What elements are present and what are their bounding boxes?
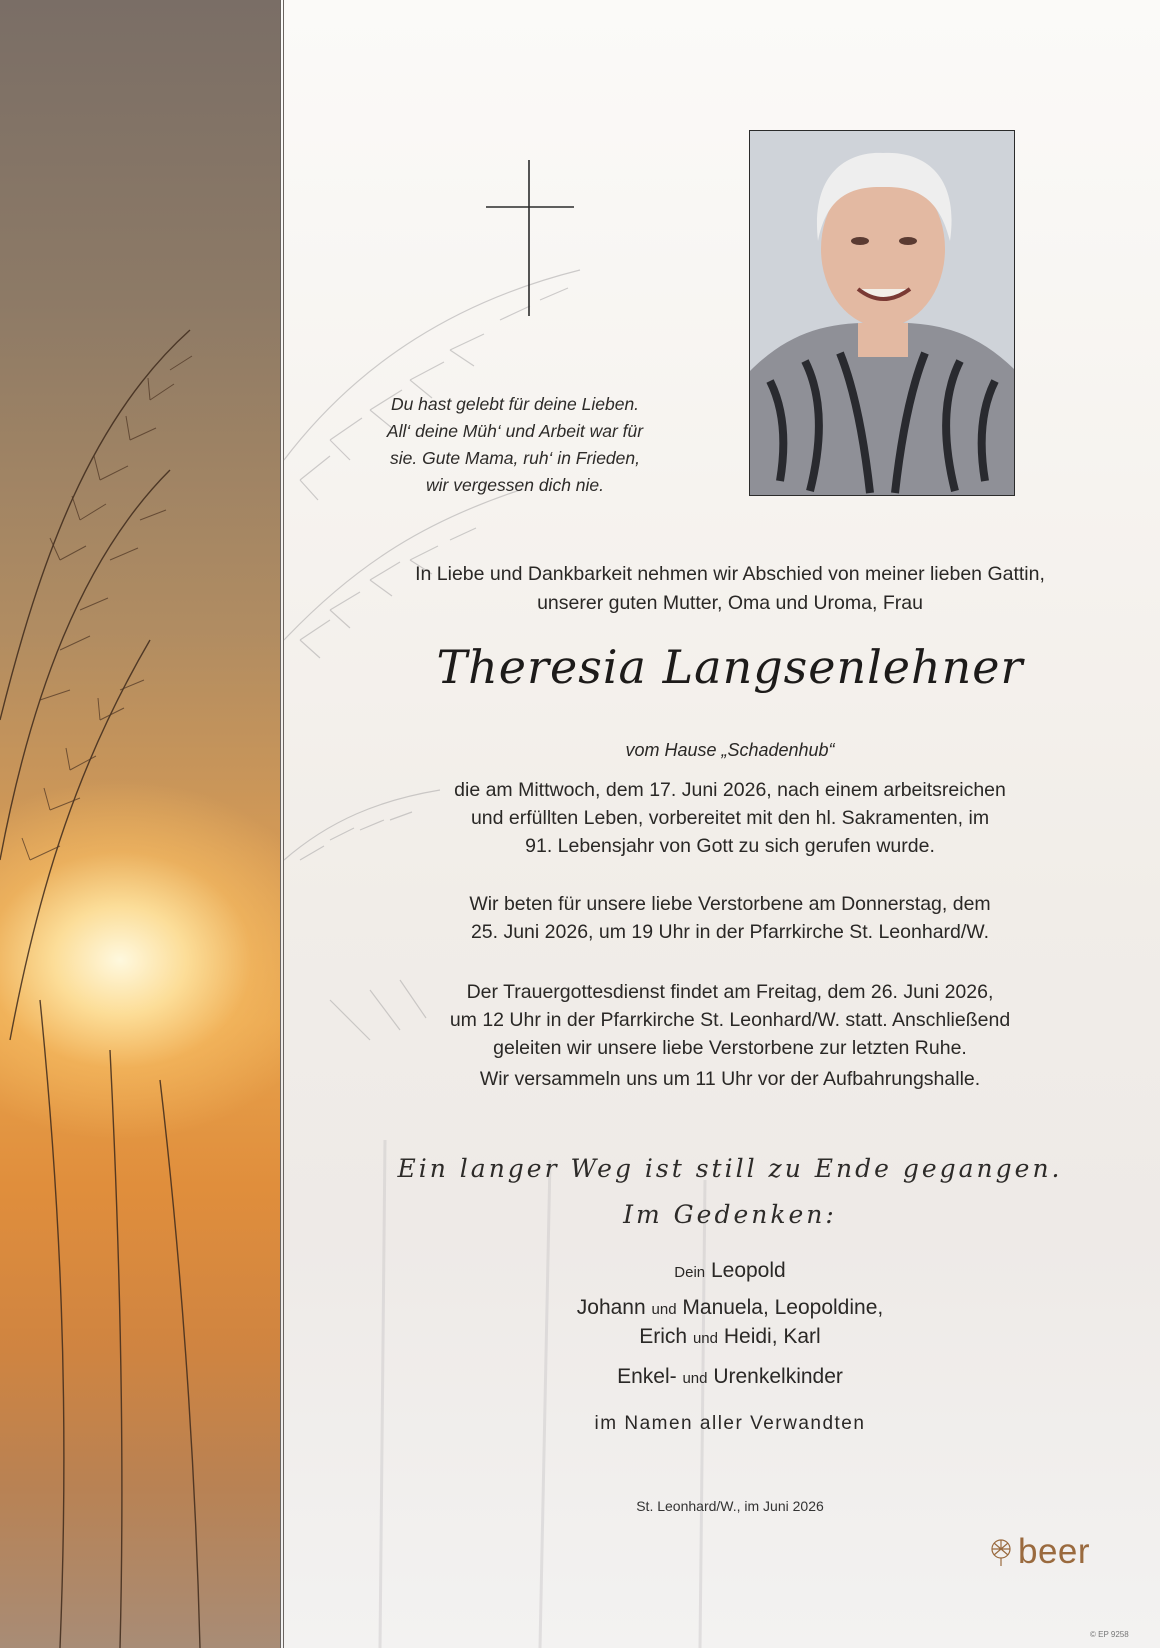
death-notice xyxy=(300,776,1160,860)
notice-line: 91. Lebensjahr von Gott zu sich gerufen wurde. xyxy=(525,835,935,857)
verse-line: Im Gedenken: xyxy=(623,1200,837,1229)
prayer-line: 25. Juni 2026, um 19 Uhr in der Pfarrkirche St. Leonhard/W. xyxy=(470,921,990,943)
funeral-notice xyxy=(300,978,1160,1062)
mourner-name: Leopold xyxy=(710,1259,786,1282)
gathering-notice: Wir versammeln uns um 11 Uhr vor der Aufbahrungshalle. xyxy=(479,1068,981,1090)
mourner-row xyxy=(300,1293,1160,1325)
place-and-date: St. Leonhard/W., im Juni 2026 xyxy=(636,1498,824,1514)
verse-line: Ein langer Weg ist still zu Ende gegangen. xyxy=(397,1154,1063,1183)
latin-cross-icon xyxy=(486,160,574,316)
funeral-line: geleiten wir unsere liebe Verstorbene zur letzten Ruhe. xyxy=(493,1037,967,1059)
dandelion-icon xyxy=(987,1537,1015,1567)
mourner-name: Enkel- xyxy=(617,1365,677,1388)
closing-verse xyxy=(300,1146,1160,1238)
intro-text xyxy=(300,560,1160,618)
logo-text: beer xyxy=(1018,1532,1091,1571)
funeral-line: um 12 Uhr in der Pfarrkirche St. Leonhard/W. statt. Anschließend xyxy=(449,1009,1011,1031)
intro-line: unserer guten Mutter, Oma und Uroma, Frau xyxy=(537,592,923,614)
sunset-grass-image xyxy=(0,0,280,1648)
mourner-conjunction: und xyxy=(682,1370,708,1387)
memorial-poem xyxy=(360,391,670,499)
mourner-row xyxy=(300,1322,1160,1354)
prayer-line: Wir beten für unsere liebe Verstorbene am Donnerstag, dem xyxy=(469,893,991,915)
mourner-conjunction: und xyxy=(692,1330,718,1347)
house-origin: vom Hause „Schadenhub“ xyxy=(625,740,835,760)
mourner-name: Urenkelkinder xyxy=(713,1365,843,1388)
prayer-notice xyxy=(300,890,1160,946)
relatives-line: im Namen aller Verwandten xyxy=(594,1413,866,1434)
print-code: © EP 9258 xyxy=(1090,1630,1129,1639)
vertical-divider xyxy=(280,0,284,1648)
mourner-prefix: Dein xyxy=(674,1264,706,1281)
poem-line: sie. Gute Mama, ruh‘ in Frieden, xyxy=(390,448,640,468)
poem-line: All‘ deine Müh‘ und Arbeit war für xyxy=(386,421,644,441)
mourner-conjunction: und xyxy=(651,1301,677,1318)
poem-line: wir vergessen dich nie. xyxy=(426,475,604,495)
mourner-row xyxy=(300,1256,1160,1288)
portrait-photo xyxy=(749,130,1015,496)
mourner-name: Erich xyxy=(639,1325,688,1348)
mourner-name: Manuela, Leopoldine, xyxy=(682,1296,884,1319)
poem-line: Du hast gelebt für deine Lieben. xyxy=(390,394,640,414)
intro-line: In Liebe und Dankbarkeit nehmen wir Abschied von meiner lieben Gattin, xyxy=(415,563,1045,585)
mourner-row xyxy=(300,1362,1160,1394)
mourner-name: Heidi, Karl xyxy=(723,1325,821,1348)
notice-line: die am Mittwoch, dem 17. Juni 2026, nach einem arbeitsreichen xyxy=(454,779,1006,801)
notice-line: und erfüllten Leben, vorbereitet mit den hl. Sakramenten, im xyxy=(470,807,990,829)
beer-logo xyxy=(987,1530,1090,1574)
deceased-name: Theresia Langsenlehner xyxy=(436,640,1024,694)
mourner-name: Johann xyxy=(576,1296,646,1319)
funeral-line: Der Trauergottesdienst findet am Freitag, dem 26. Juni 2026, xyxy=(466,981,994,1003)
